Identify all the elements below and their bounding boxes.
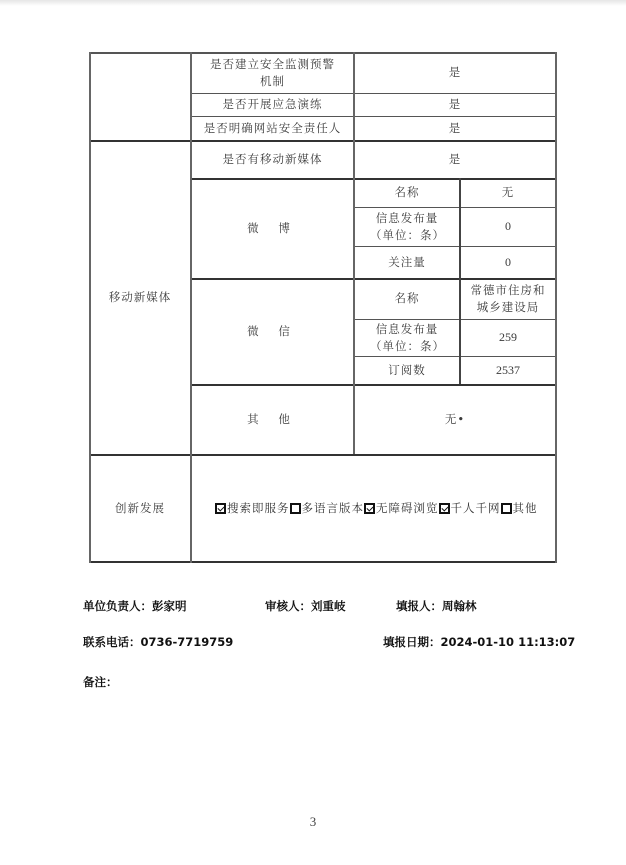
weibo-followers-label: 关注量	[388, 254, 426, 269]
checkbox-other[interactable]	[501, 503, 512, 514]
divider	[191, 93, 556, 94]
divider	[354, 246, 556, 247]
column-divider	[190, 52, 192, 563]
filler: 填报人：周翰林	[396, 599, 477, 613]
divider	[191, 178, 556, 180]
divider	[354, 319, 556, 320]
contact-phone: 联系电话：0736-7719759	[83, 635, 234, 649]
page-number: 3	[309, 814, 317, 829]
weixin-name-label: 名称	[394, 291, 420, 305]
checkbox-personalized[interactable]	[439, 503, 450, 514]
weibo-name-value: 无	[501, 185, 515, 199]
remarks: 备注：	[83, 675, 118, 689]
checkbox-label: 其他	[512, 500, 538, 515]
checkbox-search-service[interactable]	[215, 503, 226, 514]
fill-date: 填报日期：2024-01-10 11:13:07	[383, 635, 576, 649]
reviewer: 审核人：刘重岐	[265, 599, 346, 613]
other-media-value: 无•	[444, 411, 466, 426]
table-border-right	[555, 52, 557, 563]
emergency-drill-value: 是	[448, 97, 462, 111]
has-mobile-media-label: 是否有移动新媒体	[222, 151, 323, 166]
divider	[354, 207, 556, 208]
security-monitoring-value: 是	[448, 65, 462, 79]
weixin-subscribers-value: 2537	[496, 362, 520, 377]
divider	[191, 278, 556, 280]
has-mobile-media-value: 是	[448, 151, 462, 166]
security-monitoring-label: 是否建立安全监测预警机制	[210, 56, 335, 88]
emergency-drill-label: 是否开展应急演练	[222, 97, 323, 111]
weixin-label: 微 信	[247, 323, 298, 338]
weibo-posts-label: 信息发布量（单位：条）	[370, 210, 445, 242]
divider	[89, 140, 557, 142]
innovation-options	[191, 454, 556, 562]
weibo-name-label: 名称	[394, 185, 420, 199]
innovation-checkbox-list	[215, 500, 538, 517]
checkbox-label: 搜索即服务	[227, 500, 290, 515]
divider	[354, 356, 556, 357]
checkbox-accessibility[interactable]	[364, 503, 375, 514]
weibo-posts-value: 0	[505, 219, 511, 233]
security-owner-value: 是	[448, 120, 462, 135]
weixin-posts-label: 信息发布量（单位：条）	[370, 321, 445, 353]
checkbox-label: 无障碍浏览	[376, 500, 439, 515]
weixin-subscribers-label: 订阅数	[388, 362, 426, 377]
table-border-top	[89, 52, 557, 54]
security-owner-label: 是否明确网站安全责任人	[203, 120, 342, 135]
checkbox-label: 千人千网	[450, 500, 501, 515]
weibo-label: 微 博	[247, 220, 298, 235]
column-divider	[353, 52, 355, 454]
divider	[191, 116, 556, 117]
divider	[191, 384, 556, 386]
table-border-bottom	[89, 561, 557, 563]
checkbox-multilingual[interactable]	[290, 503, 301, 514]
divider	[89, 454, 557, 456]
weixin-name-value: 常德市住房和城乡建设局	[470, 282, 546, 314]
checkbox-label: 多语言版本	[301, 500, 364, 515]
weixin-posts-value: 259	[499, 330, 517, 344]
column-divider	[459, 178, 461, 384]
mobile-media-section-label: 移动新媒体	[108, 289, 172, 304]
weibo-followers-value: 0	[505, 254, 511, 269]
unit-head: 单位负责人：彭家明	[83, 599, 187, 613]
table-border-left	[89, 52, 91, 563]
other-media-label: 其 他	[247, 411, 298, 426]
innovation-section-label: 创新发展	[115, 500, 165, 515]
